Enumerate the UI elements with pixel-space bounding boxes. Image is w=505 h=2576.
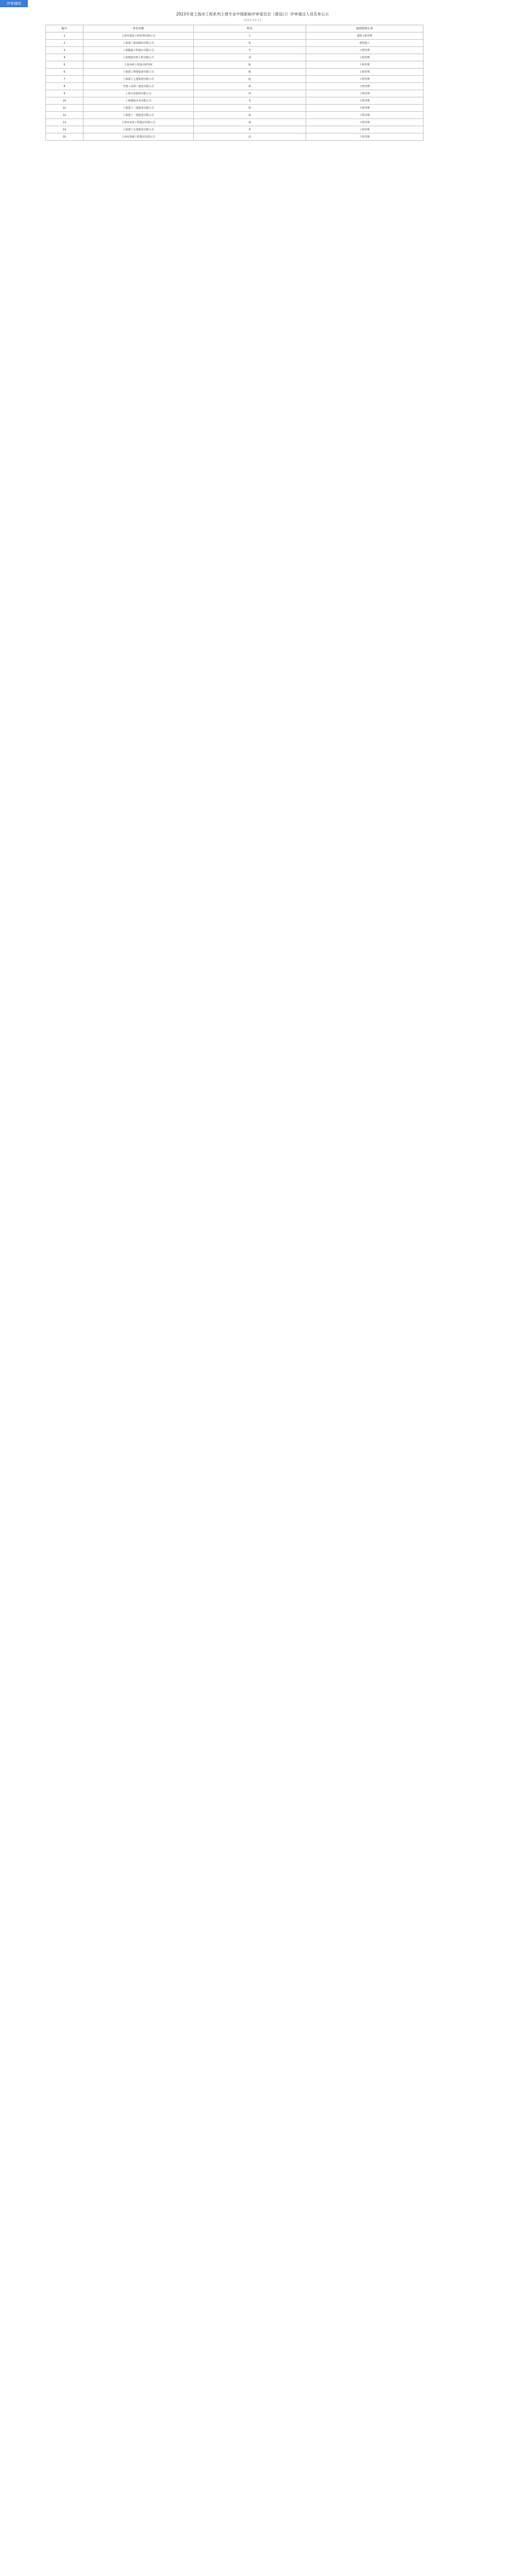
person-name: 李 <box>194 47 306 54</box>
personnel-table <box>45 25 424 141</box>
person-name: 赵 <box>194 76 306 82</box>
table-row <box>46 105 424 112</box>
unit-name: 上海建工集团股份有限公司 <box>83 40 194 46</box>
table-header-row <box>46 25 424 32</box>
row-number: 15 <box>46 133 83 140</box>
row-number: 14 <box>46 126 83 133</box>
row-number: 9 <box>46 90 83 97</box>
table-row <box>46 83 424 90</box>
publish-date: 2024-03-15 <box>243 19 262 22</box>
unit-name: 上海城建市政工程有限公司 <box>83 54 194 61</box>
table-row <box>46 69 424 76</box>
table-row <box>46 61 424 69</box>
row-number: 12 <box>46 112 83 118</box>
specialty: 工程管理 <box>306 61 424 68</box>
person-name: 陈 <box>194 61 306 68</box>
specialty: 工程管理 <box>306 69 424 75</box>
table-row <box>46 126 424 133</box>
unit-name: 上海建工七建集团有限公司 <box>83 76 194 82</box>
table-row <box>46 90 424 97</box>
row-number: 13 <box>46 119 83 126</box>
unit-name: 上海宝冶集团有限公司 <box>83 90 194 97</box>
unit-name: 上海建工四建集团有限公司 <box>83 69 194 75</box>
column-header-number: 编号 <box>46 25 83 32</box>
top-bar <box>0 0 505 9</box>
unit-name: 上海市基础工程集团有限公司 <box>83 133 194 140</box>
person-name: 吴 <box>194 97 306 104</box>
person-name: 张 <box>194 40 306 46</box>
specialty: 工程管理 <box>306 54 424 61</box>
person-name: 刘 <box>194 54 306 61</box>
specialty: 工程管理 <box>306 133 424 140</box>
row-number: 11 <box>46 105 83 111</box>
column-header-specialty: 取得职称专业 <box>306 25 424 32</box>
unit-name: 上海市安装工程集团有限公司 <box>83 119 194 126</box>
person-name: 黄 <box>194 83 306 90</box>
specialty: 工程管理 <box>306 126 424 133</box>
table-row <box>46 40 424 47</box>
table-row <box>46 97 424 105</box>
row-number: 7 <box>46 76 83 82</box>
row-number: 3 <box>46 47 83 54</box>
specialty: 工程管理 <box>306 119 424 126</box>
person-name: 朱 <box>194 126 306 133</box>
specialty: 工程管理 <box>306 112 424 118</box>
row-number: 8 <box>46 83 83 90</box>
table-row <box>46 54 424 61</box>
table-row <box>46 47 424 54</box>
row-number: 10 <box>46 97 83 104</box>
specialty: 建筑工程管理 <box>306 32 424 39</box>
table-row <box>46 112 424 119</box>
specialty: 工程管理 <box>306 47 424 54</box>
person-name: 王 <box>194 32 306 39</box>
table-row <box>46 76 424 83</box>
unit-name: 上海建工二建集团有限公司 <box>83 105 194 111</box>
notice-tag[interactable]: 评审通知 <box>0 0 28 7</box>
unit-name: 上海城投水务有限公司 <box>83 97 194 104</box>
unit-name: 上海建工一建集团有限公司 <box>83 112 194 118</box>
unit-name: 上海隧道工程股份有限公司 <box>83 47 194 54</box>
person-name: 孙 <box>194 112 306 118</box>
unit-name: 上海市政工程设计研究院 <box>83 61 194 68</box>
person-name: 周 <box>194 90 306 97</box>
page-title: 2023年度上海市工程系列土建专业中级职称评审委员会（建设口）评审通过人员名单公示 <box>176 12 329 16</box>
row-number: 6 <box>46 69 83 75</box>
person-name: 徐 <box>194 105 306 111</box>
table-row <box>46 133 424 141</box>
row-number: 2 <box>46 40 83 46</box>
table-row <box>46 119 424 126</box>
unit-name: 上海市建设工程管理有限公司 <box>83 32 194 39</box>
specialty: 工程管理 <box>306 76 424 82</box>
row-number: 5 <box>46 61 83 68</box>
specialty: 建筑施工 <box>306 40 424 46</box>
specialty: 工程管理 <box>306 90 424 97</box>
person-name: 胡 <box>194 119 306 126</box>
person-name: 杨 <box>194 69 306 75</box>
row-number: 1 <box>46 32 83 39</box>
table-row <box>46 32 424 40</box>
unit-name: 上海建工五建集团有限公司 <box>83 126 194 133</box>
specialty: 工程管理 <box>306 105 424 111</box>
unit-name: 中建八局第三建设有限公司 <box>83 83 194 90</box>
column-header-unit: 单位名称 <box>83 25 194 32</box>
specialty: 工程管理 <box>306 83 424 90</box>
column-header-name: 姓名 <box>194 25 306 32</box>
row-number: 4 <box>46 54 83 61</box>
specialty: 工程管理 <box>306 97 424 104</box>
person-name: 高 <box>194 133 306 140</box>
